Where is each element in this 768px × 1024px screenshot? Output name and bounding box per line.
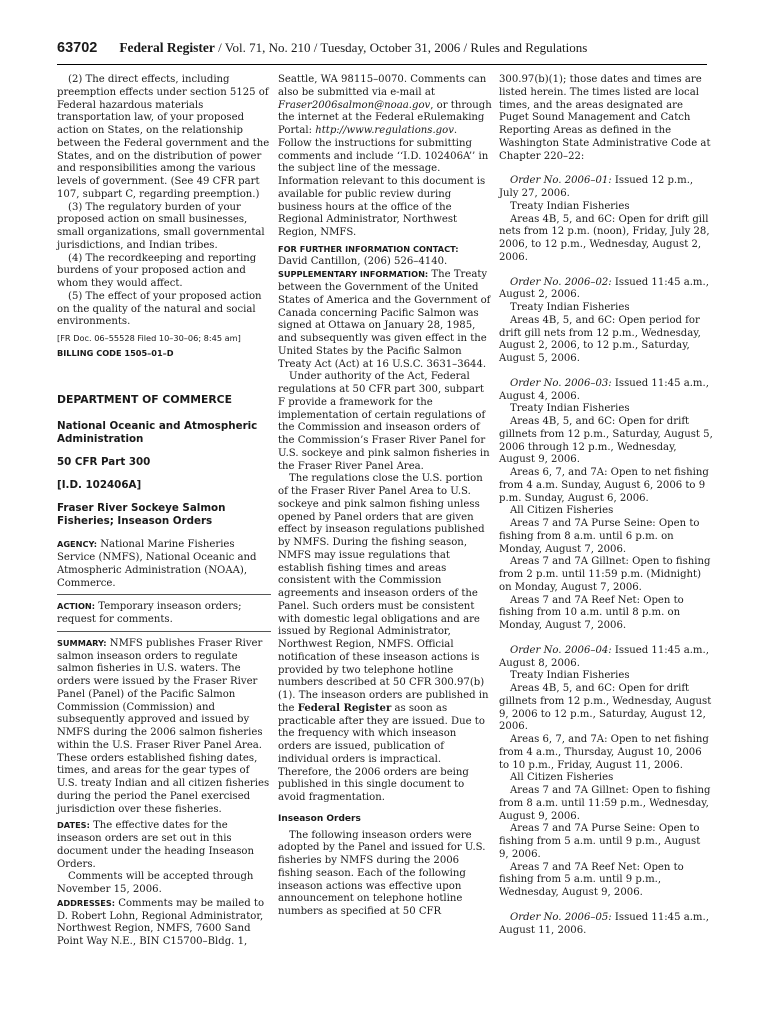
page-number: 63702	[57, 40, 98, 56]
department-heading: DEPARTMENT OF COMMERCE	[57, 392, 232, 406]
order-issued: Issued 11:45 a.m., August 8, 2006.	[499, 644, 709, 669]
order-line: Treaty Indian Fisheries	[510, 670, 630, 682]
header-rule	[57, 64, 707, 65]
contact-text: David Cantillon, (206) 526–4140.	[278, 255, 448, 267]
order-line: Areas 4B, 5, and 6C: Open period for drift gill nets from 12 p.m., Wednesday, August 2, 2006, to 12 p.m., Saturday, August 5, 2006.	[499, 314, 701, 364]
cfr-part-heading: 50 CFR Part 300	[57, 456, 151, 469]
order-line: Treaty Indian Fisheries	[510, 302, 630, 313]
comments-deadline: Comments will be accepted through November 15, 2006.	[57, 871, 254, 895]
supplementary-paragraph: SUPPLEMENTARY INFORMATION: The Treaty between the Government of the United States of America and the Government of Canada concerning Pacific Salmon was signed at Ottawa on January 28, 1985, and subsequently was given effect in the United States by the Pacific Salmon Treaty Act (Act) at 16 U.S.C. 3631–3644.	[278, 269, 491, 370]
summary-label: SUMMARY:	[57, 637, 107, 648]
order-number: Order No. 2006–01:	[510, 175, 612, 187]
column-1	[57, 74, 271, 949]
order-issued: Issued 11:45 a.m., August 11, 2006.	[499, 911, 709, 936]
order-line: Treaty Indian Fisheries	[510, 403, 630, 415]
order-line: Areas 7 and 7A Reef Net: Open to fishing from 5 a.m. until 9 p.m., Wednesday, August 9, 2006.	[499, 861, 684, 898]
order-heading	[499, 378, 713, 404]
issue-line: / Vol. 71, No. 210 / Tuesday, October 31, 2006 / Rules and Regulations	[214, 40, 588, 55]
agency-heading: National Oceanic and Atmospheric Administration	[57, 420, 258, 446]
docket-id-heading: [I.D. 102406A]	[57, 479, 142, 492]
order-line: All Citizen Fisheries	[510, 772, 614, 784]
order-heading	[499, 645, 713, 671]
order-line: Areas 6, 7, and 7A: Open to net fishing from 4 a.m. Sunday, August 6, 2006 to 9 p.m. Sunday, August 6, 2006.	[499, 467, 709, 504]
portal-link[interactable]: http://www.regulations.gov	[315, 125, 454, 136]
order-number: Order No. 2006–04:	[510, 644, 612, 656]
order-entry	[499, 175, 713, 264]
order-number: Order No. 2006–03:	[510, 377, 612, 389]
order-heading	[499, 277, 713, 303]
order-number: Order No. 2006–05:	[510, 911, 612, 923]
order-issued: Issued 11:45 a.m., August 2, 2006.	[499, 276, 709, 301]
order-line: Areas 4B, 5, and 6C: Open for drift gillnets from 12 p.m., Saturday, August 5, 2006 through 12 p.m., Wednesday, August 9, 2006.	[499, 416, 713, 466]
paragraph: (2) The direct effects, including preemption effects under section 5125 of Federal hazardous materials transportation law, of your proposed action on States, on the relationship between the Federal government and the States, and on the distribution of power and responsibilities among the various levels of government. (See 49 CFR part 107, subpart C, regarding preemption.)	[57, 74, 270, 200]
order-number: Order No. 2006–02:	[510, 276, 612, 288]
addresses-label: ADDRESSES:	[57, 897, 116, 908]
dates-label: DATES:	[57, 820, 90, 831]
paragraph: (5) The effect of your proposed action on the quality of the natural and social environments.	[57, 290, 262, 328]
summary-paragraph: SUMMARY: NMFS publishes Fraser River salmon inseason orders to regulate salmon fisheries in U.S. waters. The orders were issued by the Fraser River Panel (Panel) of the Pacific Salmon Commission (Commission) and subsequently approved and issued by NMFS during the 2006 salmon fisheries within the U.S. Fraser River Panel Area. These orders established fishing dates, times, and areas for the gear types of U.S. treaty Indian and all citizen fisheries during the period the Panel exercised jurisdiction over these fisheries.	[57, 637, 270, 815]
rule-title-heading: Fraser River Sockeye Salmon Fisheries; Inseason Orders	[57, 502, 226, 528]
column-3	[499, 74, 713, 937]
agency-label: AGENCY:	[57, 539, 98, 550]
action-paragraph: ACTION: Temporary inseason orders; request for comments.	[57, 601, 242, 625]
order-entry	[499, 277, 713, 366]
orders-list	[499, 175, 713, 937]
order-issued: Issued 11:45 a.m., August 4, 2006.	[499, 377, 709, 402]
dates-paragraph: DATES: The effective dates for the inseason orders are set out in this document under the heading Inseason Orders.	[57, 820, 254, 870]
action-label: ACTION:	[57, 601, 96, 612]
order-heading	[499, 175, 713, 201]
order-line: Areas 4B, 5, and 6C: Open for drift gill nets from 12 p.m. (noon), Friday, July 28, 2006, to 12 p.m., Wednesday, August 2, 2006.	[499, 213, 710, 263]
divider	[57, 631, 271, 632]
order-line: Areas 7 and 7A Purse Seine: Open to fishing from 5 a.m. until 9 p.m., August 9, 2006.	[499, 823, 701, 860]
order-issued: Issued 12 p.m., July 27, 2006.	[499, 175, 694, 199]
order-entry	[499, 645, 713, 900]
paragraph: Under authority of the Act, Federal regulations at 50 CFR part 300, subpart F provide a framework for the implementation of certain regulations of the Commission and inseason orders of the Commission’s Fraser River Panel for U.S. sockeye and pink salmon fisheries in the Fraser River Panel Area.	[278, 371, 490, 472]
fr-doc-line: [FR Doc. 06–55528 Filed 10–30–06; 8:45 am]	[57, 333, 241, 343]
addresses-continued: Seattle, WA 98115–0070. Comments can also be submitted via e-mail at Fraser2006salmon@noaa.gov, or through the internet at the Federal eRulemaking Portal: http://www.regulations.gov. Follow the instructions for submitting comments and include ‘‘I.D. 102406A’’ in the subject line of the message. Information relevant to this document is available for public review during business hours at the office of the Regional Administrator, Northwest Region, NMFS.	[278, 74, 492, 238]
order-line: All Citizen Fisheries	[510, 505, 614, 517]
contact-label: FOR FURTHER INFORMATION CONTACT:	[278, 243, 459, 254]
order-line: Areas 6, 7, and 7A: Open to net fishing from 4 a.m., Thursday, August 10, 2006 to 10 p.m., Friday, August 11, 2006.	[499, 734, 709, 771]
order-line: Areas 7 and 7A Gillnet: Open to fishing from 8 a.m. until 11:59 p.m., Wednesday, August 9, 2006.	[499, 785, 711, 822]
divider	[57, 594, 271, 595]
order-heading	[499, 912, 713, 938]
paragraph: (3) The regulatory burden of your proposed action on small businesses, small organizations, small governmental jurisdictions, and Indian tribes.	[57, 201, 265, 251]
paragraph: (4) The recordkeeping and reporting burdens of your proposed action and whom they would affect.	[57, 252, 257, 289]
inseason-orders-heading: Inseason Orders	[278, 813, 361, 824]
order-line: Areas 4B, 5, and 6C: Open for drift gillnets from 12 p.m., Wednesday, August 9, 2006 to 12 p.m., Saturday, August 12, 2006.	[499, 683, 712, 733]
publication-name: Federal Register	[119, 40, 215, 55]
order-line: Areas 7 and 7A Reef Net: Open to fishing from 10 a.m. until 8 p.m. on Monday, August 7, 2006.	[499, 594, 684, 631]
order-line: Areas 7 and 7A Purse Seine: Open to fishing from 8 a.m. until 6 p.m. on Monday, August 7, 2006.	[499, 518, 700, 555]
email-link[interactable]: Fraser2006salmon@noaa.gov	[278, 99, 431, 111]
column-2	[278, 74, 492, 919]
supplementary-label: SUPPLEMENTARY INFORMATION:	[278, 269, 429, 280]
page-header	[57, 38, 707, 58]
order-entry	[499, 912, 713, 938]
addresses-paragraph: ADDRESSES: Comments may be mailed to D. Robert Lohn, Regional Administrator, Northwest Region, NMFS, 7600 Sand Point Way N.E., BIN C15700–Bldg. 1,	[57, 897, 265, 947]
order-line: Treaty Indian Fisheries	[510, 200, 630, 212]
orders-intro: 300.97(b)(1); those dates and times are listed herein. The times listed are local times, and the areas designated are Puget Sound Management and Catch Reporting Areas as defined in the Washington State Administrative Code at Chapter 220–22:	[499, 74, 711, 162]
paragraph: The following inseason orders were adopted by the Panel and issued for U.S. fisheries by NMFS during the 2006 fishing season. Each of the following inseason actions was effective upon announcement on telephone hotline numbers as specified at 50 CFR	[278, 829, 486, 917]
agency-paragraph: AGENCY: National Marine Fisheries Service (NMFS), National Oceanic and Atmospheric Administration (NOAA), Commerce.	[57, 539, 257, 589]
paragraph: The regulations close the U.S. portion of the Fraser River Panel Area to U.S. sockeye and pink salmon fishing unless opened by Panel orders that are given effect by inseason regulations published by NMFS. During the fishing season, NMFS may issue regulations that establish fishing times and areas consistent with the Commission agreements and inseason orders of the Panel. Such orders must be consistent with domestic legal obligations and are issued by Regional Administrator, Northwest Region, NMFS. Official notification of these inseason actions is provided by two telephone hotline numbers described at 50 CFR 300.97(b)(1). The inseason orders are published in the Federal Register as soon as practicable after they are issued. Due to the frequency with which inseason orders are issued, publication of individual orders is impractical. Therefore, the 2006 orders are being published in this single document to avoid fragmentation.	[278, 473, 489, 803]
billing-code: BILLING CODE 1505–01–D	[57, 347, 174, 358]
order-line: Areas 7 and 7A Gillnet: Open to fishing from 2 p.m. until 11:59 p.m. (Midnight) on Monday, August 7, 2006.	[499, 556, 711, 593]
order-entry	[499, 378, 713, 633]
